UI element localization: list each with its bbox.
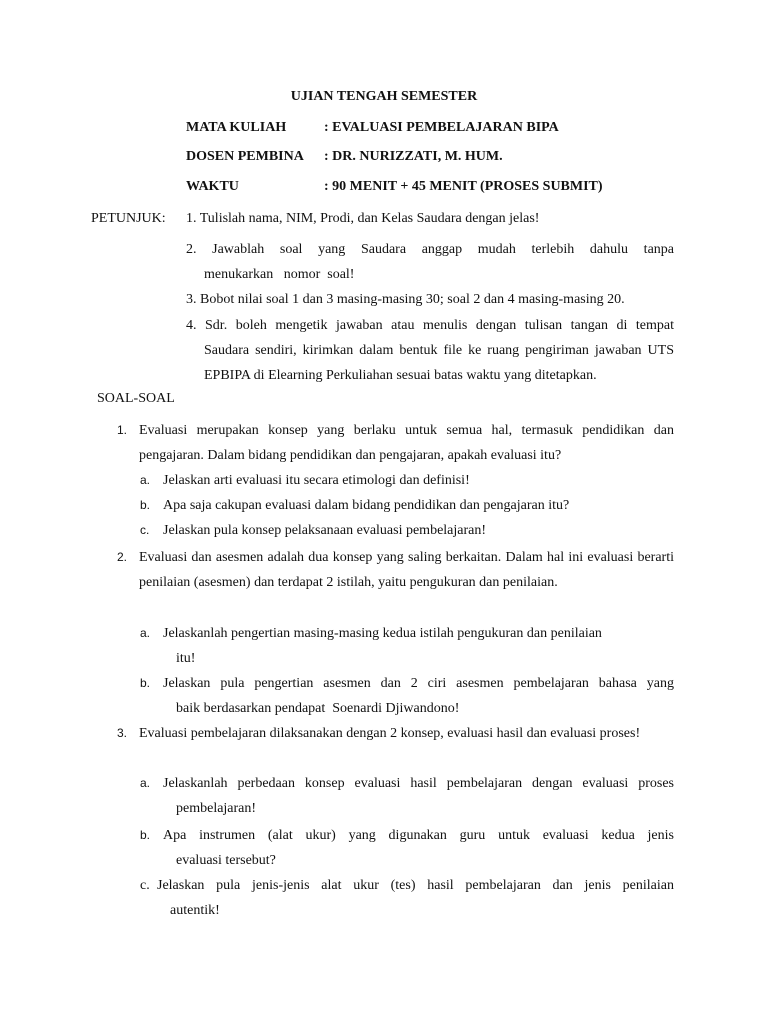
question-number: 2. [117, 550, 128, 564]
sub-question-text: Jelaskan pula pengertian asesmen dan 2 ciri asesmen pembelajaran bahasa yang [163, 676, 674, 691]
meta-label: WAKTU [186, 179, 239, 194]
sub-question-continuation: pembelajaran! [176, 801, 257, 816]
sub-question-text: Jelaskan pula jenis-jenis alat ukur (tes) hasil pembelajaran dan jenis penilaian [157, 878, 674, 893]
sub-question [140, 671, 674, 721]
sub-question-text: Jelaskanlah pengertian masing-masing kedua istilah pengukuran dan penilaian [163, 626, 602, 641]
sub-question-continuation: baik berdasarkan pendapat Soenardi Djiwandono! [176, 701, 460, 716]
sub-question-text: Jelaskan pula konsep pelaksanaan evaluasi pembelajaran! [163, 523, 487, 538]
instructions-label: PETUNJUK: [91, 211, 166, 226]
meta-label: DOSEN PEMBINA [186, 149, 304, 164]
sub-question [140, 468, 674, 493]
meta-row-lecturer [186, 144, 503, 169]
sub-question [140, 771, 674, 821]
sub-question-letter: c. [140, 878, 150, 893]
instruction-text: 1. Tulislah nama, NIM, Prodi, dan Kelas Saudara dengan jelas! [186, 211, 540, 226]
question-text: Evaluasi pembelajaran dilaksanakan dengan 2 konsep, evaluasi hasil dan evaluasi proses! [139, 726, 641, 741]
sub-question-continuation: itu! [176, 651, 196, 666]
question-3 [117, 721, 674, 746]
instruction-text: 2. Jawablah soal yang Saudara anggap mudah terlebih dahulu tanpa [186, 242, 674, 257]
meta-value: : EVALUASI PEMBELAJARAN BIPA [324, 120, 559, 135]
question-number: 3. [117, 726, 128, 740]
sub-question-letter: b. [140, 498, 151, 512]
sub-question [140, 518, 674, 543]
sub-question-letter: b. [140, 676, 151, 690]
sub-question-text: Apa saja cakupan evaluasi dalam bidang pendidikan dan pengajaran itu? [163, 498, 570, 513]
question-text: Evaluasi dan asesmen adalah dua konsep yang saling berkaitan. Dalam hal ini evaluasi berarti penilaian (asesmen) dan terdapat 2 istilah, yaitu pengukuran dan penilaian. [139, 550, 674, 590]
meta-value: : DR. NURIZZATI, M. HUM. [324, 149, 503, 164]
question-1 [117, 418, 674, 468]
question-2 [117, 545, 674, 595]
instruction-text: 3. Bobot nilai soal 1 dan 3 masing-masing 30; soal 2 dan 4 masing-masing 20. [186, 292, 625, 307]
sub-question [140, 621, 674, 671]
sub-question-letter: a. [140, 626, 151, 640]
sub-question-continuation: evaluasi tersebut? [176, 853, 276, 868]
instruction-text: 4. Sdr. boleh mengetik jawaban atau menulis dengan tulisan tangan di tempat [186, 318, 674, 333]
sub-question [140, 873, 674, 923]
instruction-item [186, 237, 674, 287]
meta-value: : 90 MENIT + 45 MENIT (PROSES SUBMIT) [324, 179, 603, 194]
meta-row-time [186, 174, 603, 199]
sub-question-text: Apa instrumen (alat ukur) yang digunakan guru untuk evaluasi kedua jenis [163, 828, 674, 843]
instruction-item [186, 287, 674, 312]
instruction-item [186, 206, 674, 231]
question-number: 1. [117, 423, 128, 437]
instruction-continuation: Saudara sendiri, kirimkan dalam bentuk file ke ruang pengiriman jawaban UTS EPBIPA di Elearning Perkuliahan sesuai batas waktu yang ditetapkan. [204, 343, 674, 383]
instruction-continuation: menukarkan nomor soal! [204, 267, 355, 282]
meta-label: MATA KULIAH [186, 120, 287, 135]
question-text: Evaluasi merupakan konsep yang berlaku untuk semua hal, termasuk pendidikan dan pengajaran. Dalam bidang pendidikan dan pengajaran, apakah evaluasi itu? [139, 423, 674, 463]
sub-question-letter: c. [140, 523, 150, 537]
sub-question-text: Jelaskanlah perbedaan konsep evaluasi hasil pembelajaran dengan evaluasi proses [163, 776, 674, 791]
questions-label: SOAL-SOAL [97, 391, 175, 406]
instruction-item [186, 313, 674, 388]
sub-question-text: Jelaskan arti evaluasi itu secara etimologi dan definisi! [163, 473, 470, 488]
sub-question-letter: a. [140, 473, 151, 487]
sub-question-continuation: autentik! [170, 903, 220, 918]
meta-row-course [186, 115, 559, 140]
sub-question [140, 493, 674, 518]
sub-question-letter: a. [140, 776, 151, 790]
sub-question-letter: b. [140, 828, 151, 842]
exam-title: UJIAN TENGAH SEMESTER [290, 89, 478, 104]
sub-question [140, 823, 674, 873]
